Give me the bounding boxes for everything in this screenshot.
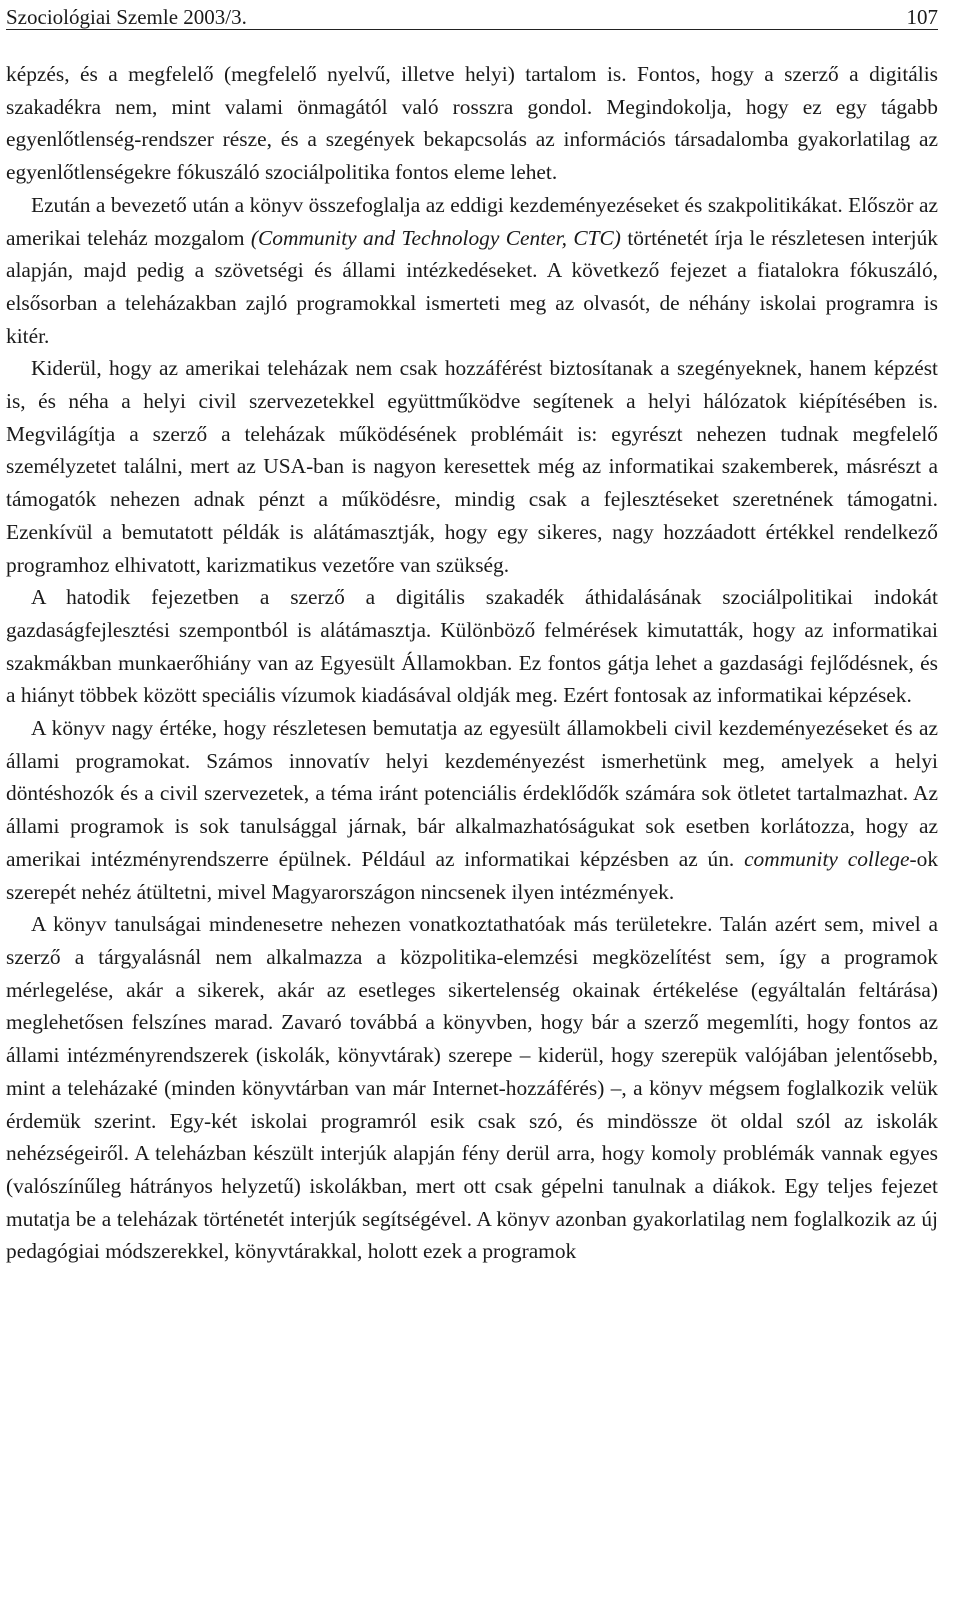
article-body xyxy=(6,58,938,1268)
text-run: A könyv nagy értéke, hogy részletesen bemutatja az egyesült államokbeli civil kezdeményezéseket és az állami programokat. Számos innovatív helyi kezdeményezést ismerhetünk meg, amelyek a helyi döntéshozók és a civil szervezetek, a téma iránt potenciális érdeklődők számára sok ötletet tartalmazhat. Az állami programok is sok tanulsággal járnak, bár alkalmazhatóságukat sok esetben korlátozza, hogy az amerikai intézményrendszerre épülnek. Például az informatikai képzésben az ún. xyxy=(6,716,938,871)
italic-phrase: (Community and Technology Center, CTC) xyxy=(250,225,621,250)
page xyxy=(6,0,938,1268)
body-paragraph xyxy=(6,712,938,908)
text-run: történetét írja le részletesen interjúk alapján, majd pedig a szövetségi és állami intézkedéseket. A következő fejezet a fiatalokra fókuszáló, elsősorban a teleházakban zajló programokkal ismerteti meg az olvasót, de néhány iskolai programra is kitér. xyxy=(6,225,938,348)
text-run: Ezután a bevezető után a könyv összefoglalja az eddigi kezdeményezéseket és szakpolitikákat. Először az amerikai teleház mozgalom xyxy=(6,192,938,250)
page-number: 107 xyxy=(906,5,938,29)
body-paragraph xyxy=(6,908,938,1268)
text-run: Kiderül, hogy az amerikai teleházak nem csak hozzáférést biztosítanak a szegényeknek, hanem képzést is, és néha a helyi civil szervezetekkel együttműködve segítenek a helyi hálózatok kiépítésében is. Megvilágítja a szerző a teleházak működésének problémáit is: egyrészt nehezen tudnak megfelelő személyzetet találni, mert az USA-ban is nagyon keresettek még az informatikai szakemberek, másrészt a támogatók nehezen adnak pénzt a működésre, mindig csak a fejlesztéseket szeretnének támogatni. Ezenkívül a bemutatott példák is alátámasztják, hogy egy sikeres, nagy hozzáadott értékkel rendelkező programhoz elhivatott, karizmatikus vezetőre van szükség. xyxy=(6,356,938,577)
text-run: A hatodik fejezetben a szerző a digitális szakadék áthidalásának szociálpolitikai indokát gazdaságfejlesztési szempontból is alátámasztja. Különböző felmérések kimutatták, hogy az informatikai szakmákban munkaerőhiány van az Egyesült Államokban. Ez fontos gátja lehet a gazdasági fejlődésnek, és a hiányt többek között speciális vízumok kiadásával oldják meg. Ezért fontosak az informatikai képzések. xyxy=(6,585,938,708)
journal-title: Szociológiai Szemle 2003/3. xyxy=(6,5,247,29)
body-paragraph xyxy=(6,189,938,353)
body-paragraph xyxy=(6,352,938,581)
text-run: -ok szerepét nehéz átültetni, mivel Magyarországon nincsenek ilyen intézmények. xyxy=(6,846,939,904)
running-head xyxy=(6,0,938,30)
body-paragraph xyxy=(6,581,938,712)
text-run: A könyv tanulságai mindenesetre nehezen vonatkoztathatóak más területekre. Talán azért sem, mivel a szerző a tárgyalásnál nem alkalmazza a közpolitika-elemzési megközelítést sem, így a programok mérlegelése, akár a sikerek, akár az esetleges sikertelenség okainak értékelése (egyáltalán feltárása) meglehetősen felszínes marad. Zavaró továbbá a könyvben, hogy bár a szerző megemlíti, hogy fontos az állami intézményrendszerek (iskolák, könyvtárak) szerepe – kiderül, hogy szerepük valójában jelentősebb, mint a teleházaké (minden könyvtárban van már Internet-hozzáférés) –, a könyv mégsem foglalkozik velük érdemük szerint. Egy-két iskolai programról esik csak szó, és mindössze öt oldal szól az iskolák nehézségeiről. A teleházban készült interjúk alapján fény derül arra, hogy komoly problémák vannak egyes (valószínűleg hátrányos helyzetű) iskolákban, mert ott csak gépelni tanulnak a diákok. Egy teljes fejezet mutatja be a teleházak történetét interjúk segítségével. A könyv azonban gyakorlatilag nem foglalkozik az új pedagógiai módszerekkel, könyvtárakkal, holott ezek a programok xyxy=(6,912,938,1264)
body-paragraph xyxy=(6,58,938,189)
text-run: képzés, és a megfelelő (megfelelő nyelvű, illetve helyi) tartalom is. Fontos, hogy a szerző a digitális szakadékra nem, mint valami önmagától való rosszra gondol. Megindokolja, hogy ez egy tágabb egyenlőtlenség-rendszer része, és a szegények bekapcsolás az információs társadalomba gyakorlatilag az egyenlőtlenségekre fókuszáló szociálpolitika fontos eleme lehet. xyxy=(6,62,938,185)
italic-phrase: community college xyxy=(744,846,910,871)
